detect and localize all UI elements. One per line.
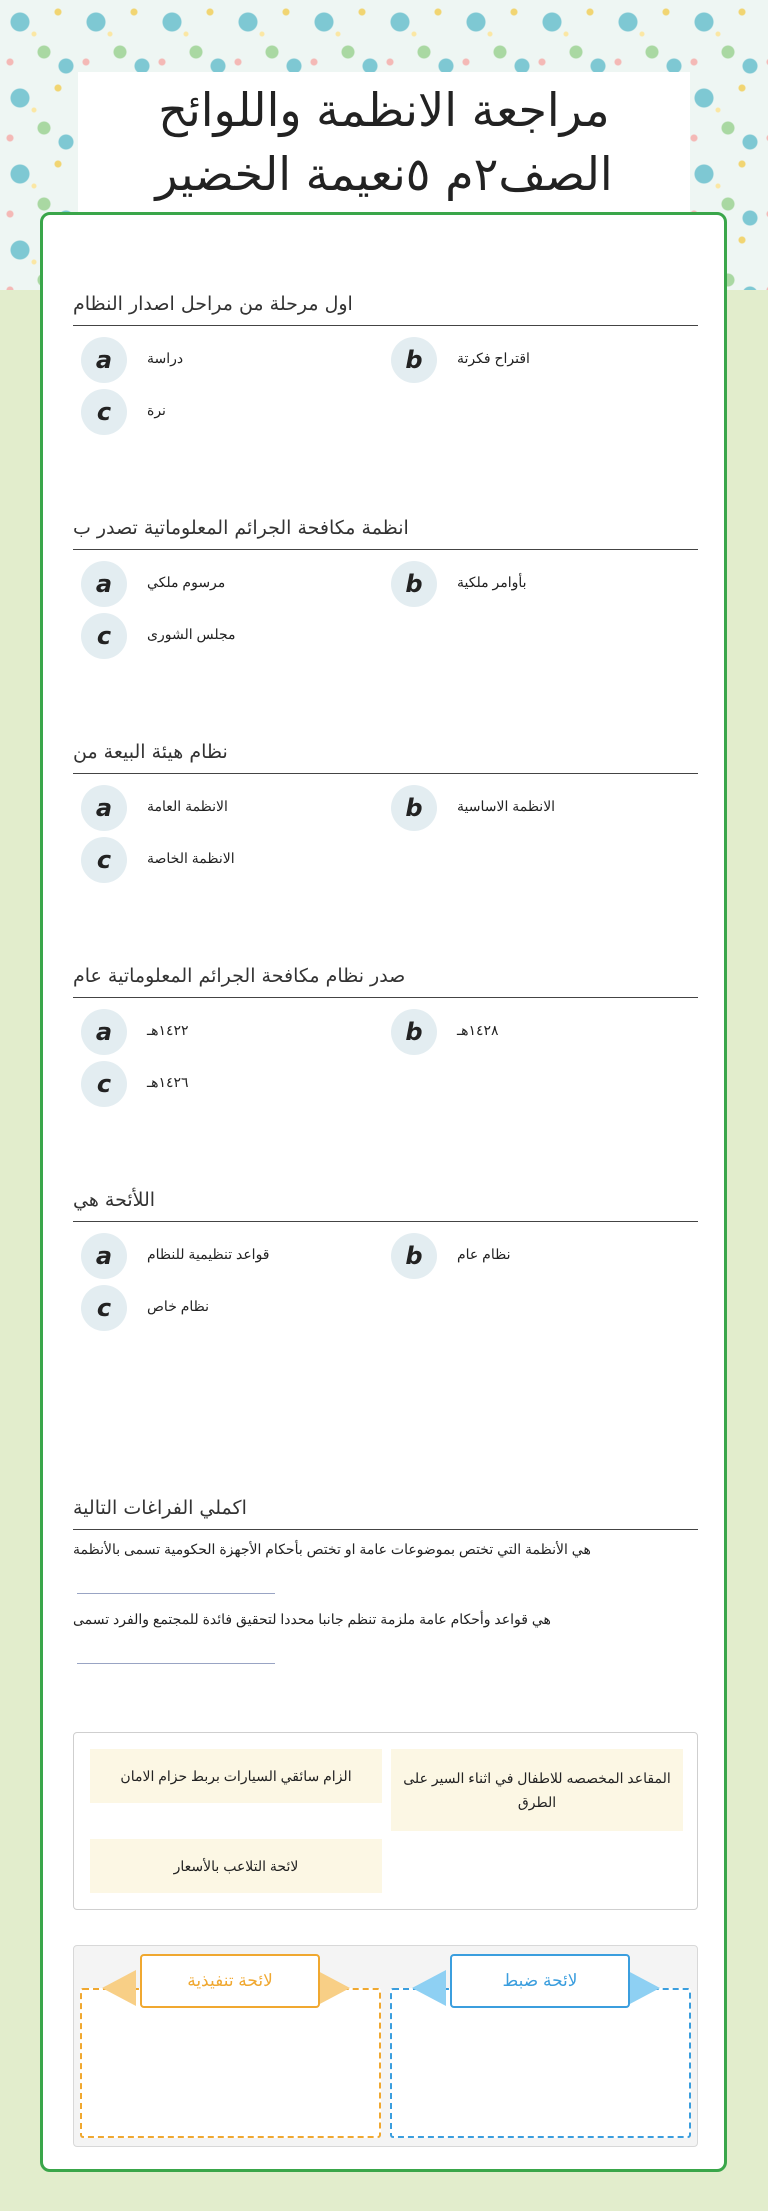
option-c[interactable]: [81, 1285, 341, 1331]
sort-item-3[interactable]: لائحة التلاعب بالأسعار: [90, 1839, 382, 1893]
sort-items-pool: [73, 1732, 698, 1910]
option-c[interactable]: [81, 389, 341, 435]
option-text: ١٤٢٨هـ: [457, 1022, 499, 1038]
option-text: مرسوم ملكي: [147, 574, 226, 590]
option-text: مجلس الشورى: [147, 626, 236, 642]
option-b[interactable]: [391, 1009, 651, 1055]
option-letter: c: [81, 837, 127, 883]
option-letter: b: [391, 1233, 437, 1279]
fill-blanks-title: اكملي الفراغات التالية: [73, 1481, 698, 1530]
worksheet-card: [40, 212, 727, 2172]
option-letter: b: [391, 337, 437, 383]
option-letter: a: [81, 561, 127, 607]
option-letter: c: [81, 389, 127, 435]
option-letter: c: [81, 613, 127, 659]
option-letter: a: [81, 337, 127, 383]
page-title-line2: الصف٢م ٥نعيمة الخضير: [155, 147, 613, 201]
category-label-executive: لائحة تنفيذية: [140, 1954, 320, 2008]
option-text: بأوامر ملكية: [457, 574, 527, 590]
page-title-line1: مراجعة الانظمة واللوائح: [158, 83, 610, 137]
option-c[interactable]: [81, 613, 341, 659]
fill-blanks-section: [73, 1481, 698, 1701]
option-text: دراسة: [147, 350, 184, 366]
option-text: قواعد تنظيمية للنظام: [147, 1246, 270, 1262]
option-text: الانظمة العامة: [147, 798, 228, 814]
option-letter: c: [81, 1061, 127, 1107]
option-text: ١٤٢٦هـ: [147, 1074, 189, 1090]
option-text: اقتراح فكرتة: [457, 350, 530, 366]
category-label-control: لائحة ضبط: [450, 1954, 630, 2008]
option-letter: b: [391, 561, 437, 607]
question-title: انظمة مكافحة الجرائم المعلوماتية تصدر ب: [73, 501, 698, 550]
ribbon-tail-right: [626, 1970, 660, 2006]
option-letter: c: [81, 1285, 127, 1331]
question-title: نظام هيئة البيعة من: [73, 725, 698, 774]
option-a[interactable]: [81, 1233, 341, 1279]
ribbon-tail-right: [316, 1970, 350, 2006]
option-b[interactable]: [391, 785, 651, 831]
category-groups: [73, 1945, 698, 2147]
option-a[interactable]: [81, 337, 341, 383]
sort-item-2[interactable]: الزام سائقي السيارات بربط حزام الامان: [90, 1749, 382, 1803]
fill-blank-2[interactable]: [77, 1663, 275, 1664]
option-letter: b: [391, 785, 437, 831]
option-b[interactable]: [391, 1233, 651, 1279]
option-a[interactable]: [81, 785, 341, 831]
option-text: نظام خاص: [147, 1298, 210, 1314]
option-letter: a: [81, 1233, 127, 1279]
option-c[interactable]: [81, 1061, 341, 1107]
question-title: اللأئحة هي: [73, 1173, 698, 1222]
drop-zone-executive[interactable]: [80, 1988, 381, 2138]
fill-sentence-1: هي الأنظمة التي تختص بموضوعات عامة او تختص بأحكام الأجهزة الحكومية تسمى بالأنظمة: [73, 1541, 591, 1557]
option-c[interactable]: [81, 837, 341, 883]
option-b[interactable]: [391, 337, 651, 383]
option-a[interactable]: [81, 561, 341, 607]
option-b[interactable]: [391, 561, 651, 607]
question-title: اول مرحلة من مراحل اصدار النظام: [73, 277, 698, 326]
option-text: نظام عام: [457, 1246, 511, 1262]
option-text: نرة: [147, 402, 166, 418]
option-text: ١٤٢٢هـ: [147, 1022, 189, 1038]
sort-item-1[interactable]: المقاعد المخصصه للاطفال في اثناء السير على الطرق: [391, 1749, 683, 1831]
question-title: صدر نظام مكافحة الجرائم المعلوماتية عام: [73, 949, 698, 998]
fill-blank-1[interactable]: [77, 1593, 275, 1594]
drop-zone-control[interactable]: [390, 1988, 691, 2138]
option-letter: b: [391, 1009, 437, 1055]
fill-sentence-2: هي قواعد وأحكام عامة ملزمة تنظم جانبا محددا لتحقيق فائدة للمجتمع والفرد تسمى: [73, 1611, 551, 1627]
ribbon-tail-left: [412, 1970, 446, 2006]
option-a[interactable]: [81, 1009, 341, 1055]
option-letter: a: [81, 1009, 127, 1055]
option-text: الانظمة الخاصة: [147, 850, 235, 866]
option-letter: a: [81, 785, 127, 831]
ribbon-tail-left: [102, 1970, 136, 2006]
title-box: [78, 72, 690, 212]
option-text: الانظمة الاساسية: [457, 798, 556, 814]
